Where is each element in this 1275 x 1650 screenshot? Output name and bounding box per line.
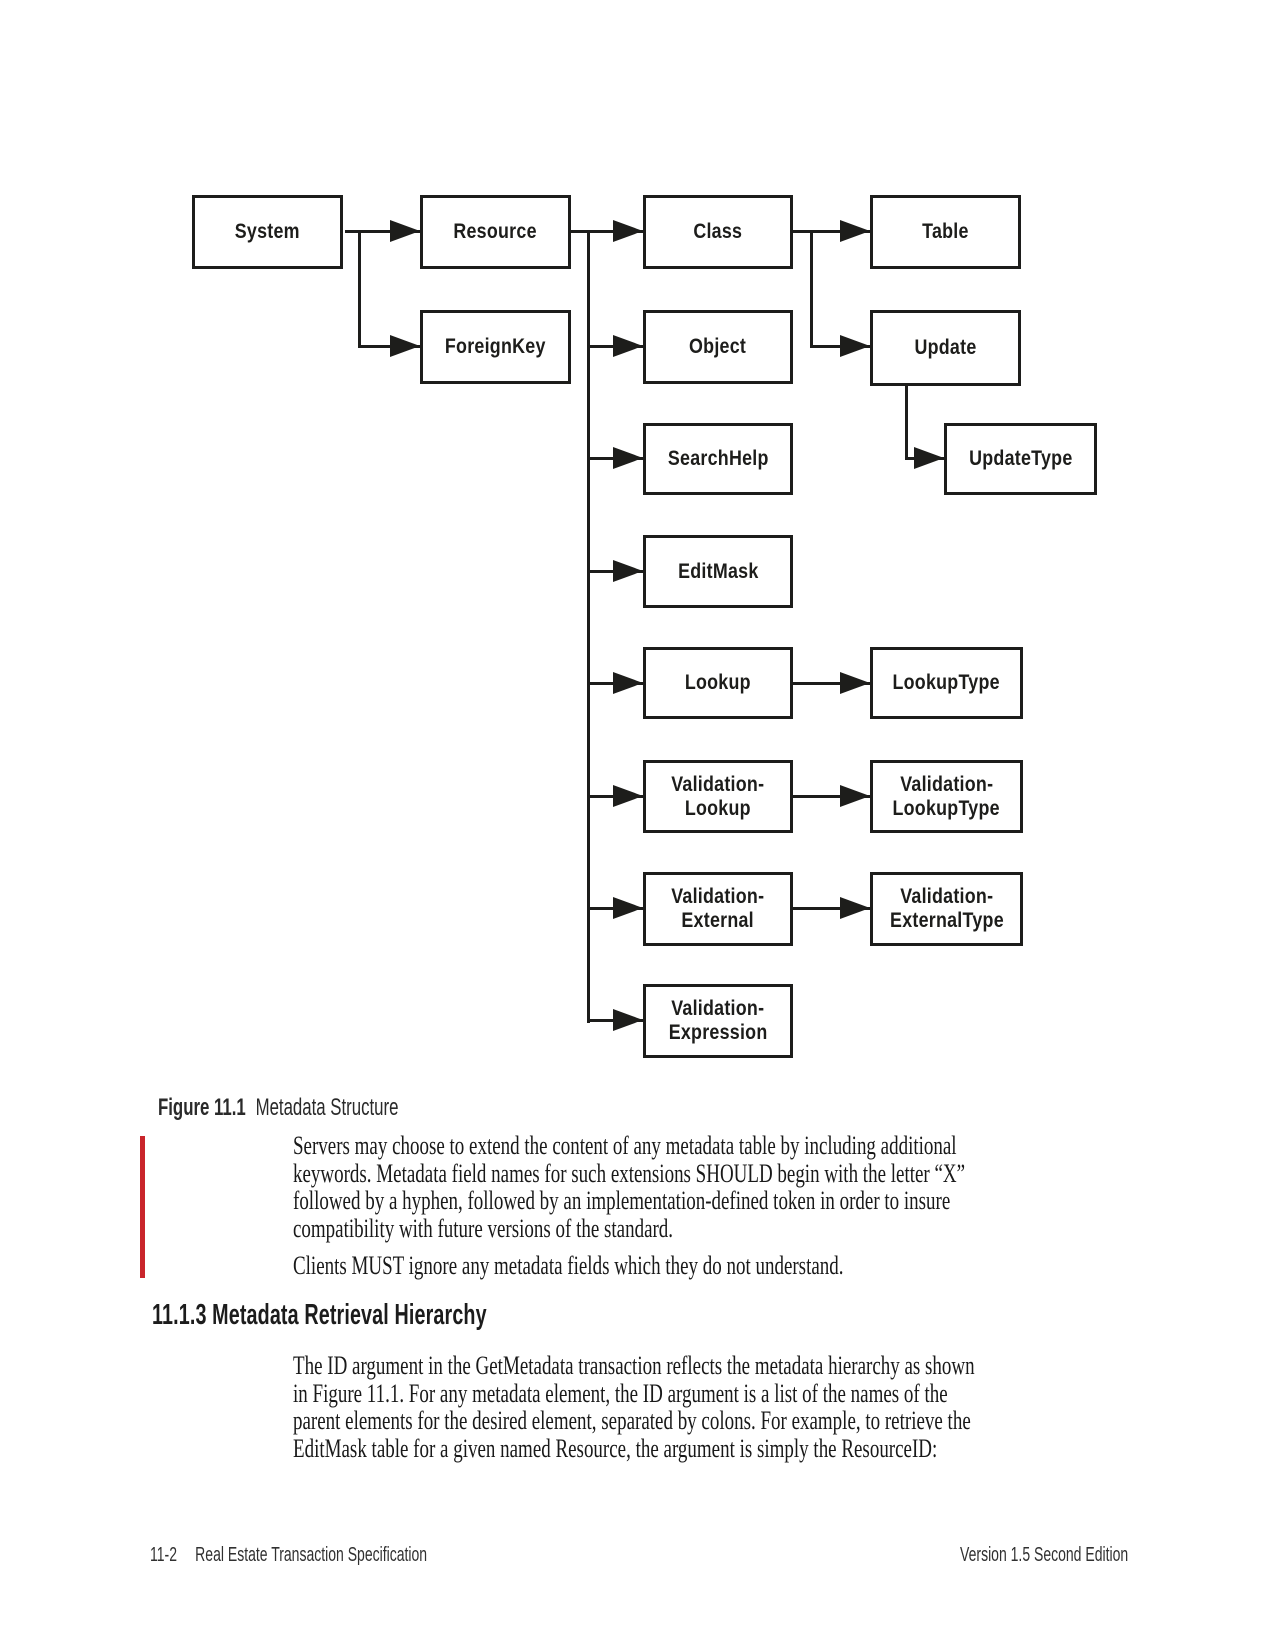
arrow-right-icon (613, 672, 643, 694)
section-heading: 11.1.3 Metadata Retrieval Hierarchy (152, 1299, 487, 1331)
diagram-node-lookuptype (870, 647, 1023, 719)
diagram-node-validation-expression (643, 984, 793, 1058)
connector-line (358, 230, 361, 348)
diagram-node-label: Table (922, 220, 969, 243)
diagram-node-label: EditMask (677, 559, 759, 583)
text-line: parent elements for the desired element, separated by colons. For example, to retrieve the (293, 1406, 971, 1435)
arrow-right-icon (613, 785, 643, 807)
diagram-node-resource (420, 195, 571, 269)
arrow-right-icon (613, 447, 643, 469)
footer-page-number: 11-2 (150, 1544, 177, 1566)
diagram-node-update (870, 310, 1021, 386)
arrow-right-icon (390, 335, 420, 357)
arrow-right-icon (613, 335, 643, 357)
paragraph-id-argument (293, 1352, 1227, 1462)
diagram-node-label: UpdateType (968, 447, 1073, 470)
connector-line (587, 230, 590, 1023)
figure-caption-label: Figure 11.1 (158, 1094, 246, 1121)
diagram-node-label: Lookup (685, 796, 751, 820)
arrow-right-icon (840, 672, 870, 694)
arrow-right-icon (613, 560, 643, 582)
diagram-node-label: External (681, 909, 755, 932)
diagram-node-validation-lookup (643, 760, 793, 833)
diagram-node-label: Validation- (899, 885, 994, 908)
diagram-node-label: Lookup (685, 671, 751, 694)
diagram-node-editmask (643, 535, 793, 608)
diagram-node-label: LookupType (892, 796, 1001, 820)
footer-version: Version 1.5 Second Edition (959, 1544, 1128, 1566)
diagram-node-label: Resource (453, 220, 538, 243)
text-line: followed by a hyphen, followed by an implementation-defined token in order to insure (293, 1186, 951, 1215)
diagram-node-label: Validation- (671, 772, 765, 796)
diagram-node-label: System (234, 220, 301, 243)
arrow-right-icon (613, 897, 643, 919)
diagram-node-label: Validation- (671, 997, 765, 1020)
arrow-right-icon (840, 785, 870, 807)
diagram-node-class (643, 195, 793, 269)
diagram-node-validation-externaltype (870, 872, 1023, 946)
diagram-node-label: ExternalType (889, 909, 1004, 932)
text-line: The ID argument in the GetMetadata transaction reflects the metadata hierarchy as shown (293, 1351, 975, 1380)
arrow-right-icon (840, 897, 870, 919)
paragraph-clients-ignore (293, 1252, 1047, 1280)
diagram-node-object (643, 310, 793, 384)
paragraph-servers-extend (293, 1132, 1214, 1242)
diagram-node-foreignkey (420, 310, 571, 384)
diagram-node-label: SearchHelp (667, 447, 769, 470)
arrow-right-icon (840, 335, 870, 357)
text-line: in Figure 11.1. For any metadata element, the ID argument is a list of the names of the (293, 1378, 948, 1408)
diagram-node-lookup (643, 647, 793, 719)
connector-line (810, 230, 813, 348)
diagram-node-label: ForeignKey (445, 335, 546, 358)
change-bar (140, 1136, 145, 1278)
diagram-node-label: LookupType (892, 671, 1001, 694)
diagram-node-label: Validation- (671, 885, 765, 908)
arrow-right-icon (390, 220, 420, 242)
diagram-node-validation-external (643, 872, 793, 946)
text-line: Servers may choose to extend the content of any metadata table by including additional (293, 1131, 957, 1160)
text-line: compatibility with future versions of the standard. (293, 1213, 674, 1243)
footer-doc-title: Real Estate Transaction Specification (195, 1544, 428, 1566)
text-line: Clients MUST ignore any metadata fields which they do not understand. (293, 1251, 844, 1280)
diagram-node-label: Object (689, 335, 747, 358)
text-line: EditMask table for a given named Resource, the argument is simply the ResourceID: (293, 1433, 938, 1463)
diagram-node-label: Class (693, 220, 743, 243)
footer-left (150, 1544, 427, 1567)
connector-line (905, 386, 908, 459)
diagram-node-label: Expression (668, 1021, 768, 1044)
figure-caption (158, 1094, 398, 1122)
diagram-node-updatetype (944, 423, 1097, 495)
diagram-node-validation-lookuptype (870, 760, 1023, 833)
arrow-right-icon (840, 220, 870, 242)
figure-caption-title: Metadata Structure (255, 1094, 399, 1121)
diagram-node-table (870, 195, 1021, 269)
diagram-node-searchhelp (643, 423, 793, 495)
arrow-right-icon (613, 220, 643, 242)
arrow-right-icon (914, 447, 944, 469)
diagram-node-label: Update (914, 336, 977, 359)
arrow-right-icon (613, 1009, 643, 1031)
diagram-node-label: Validation- (899, 772, 994, 796)
diagram-node-system (192, 195, 343, 269)
text-line: keywords. Metadata field names for such extensions SHOULD begin with the letter “X” (293, 1158, 966, 1188)
